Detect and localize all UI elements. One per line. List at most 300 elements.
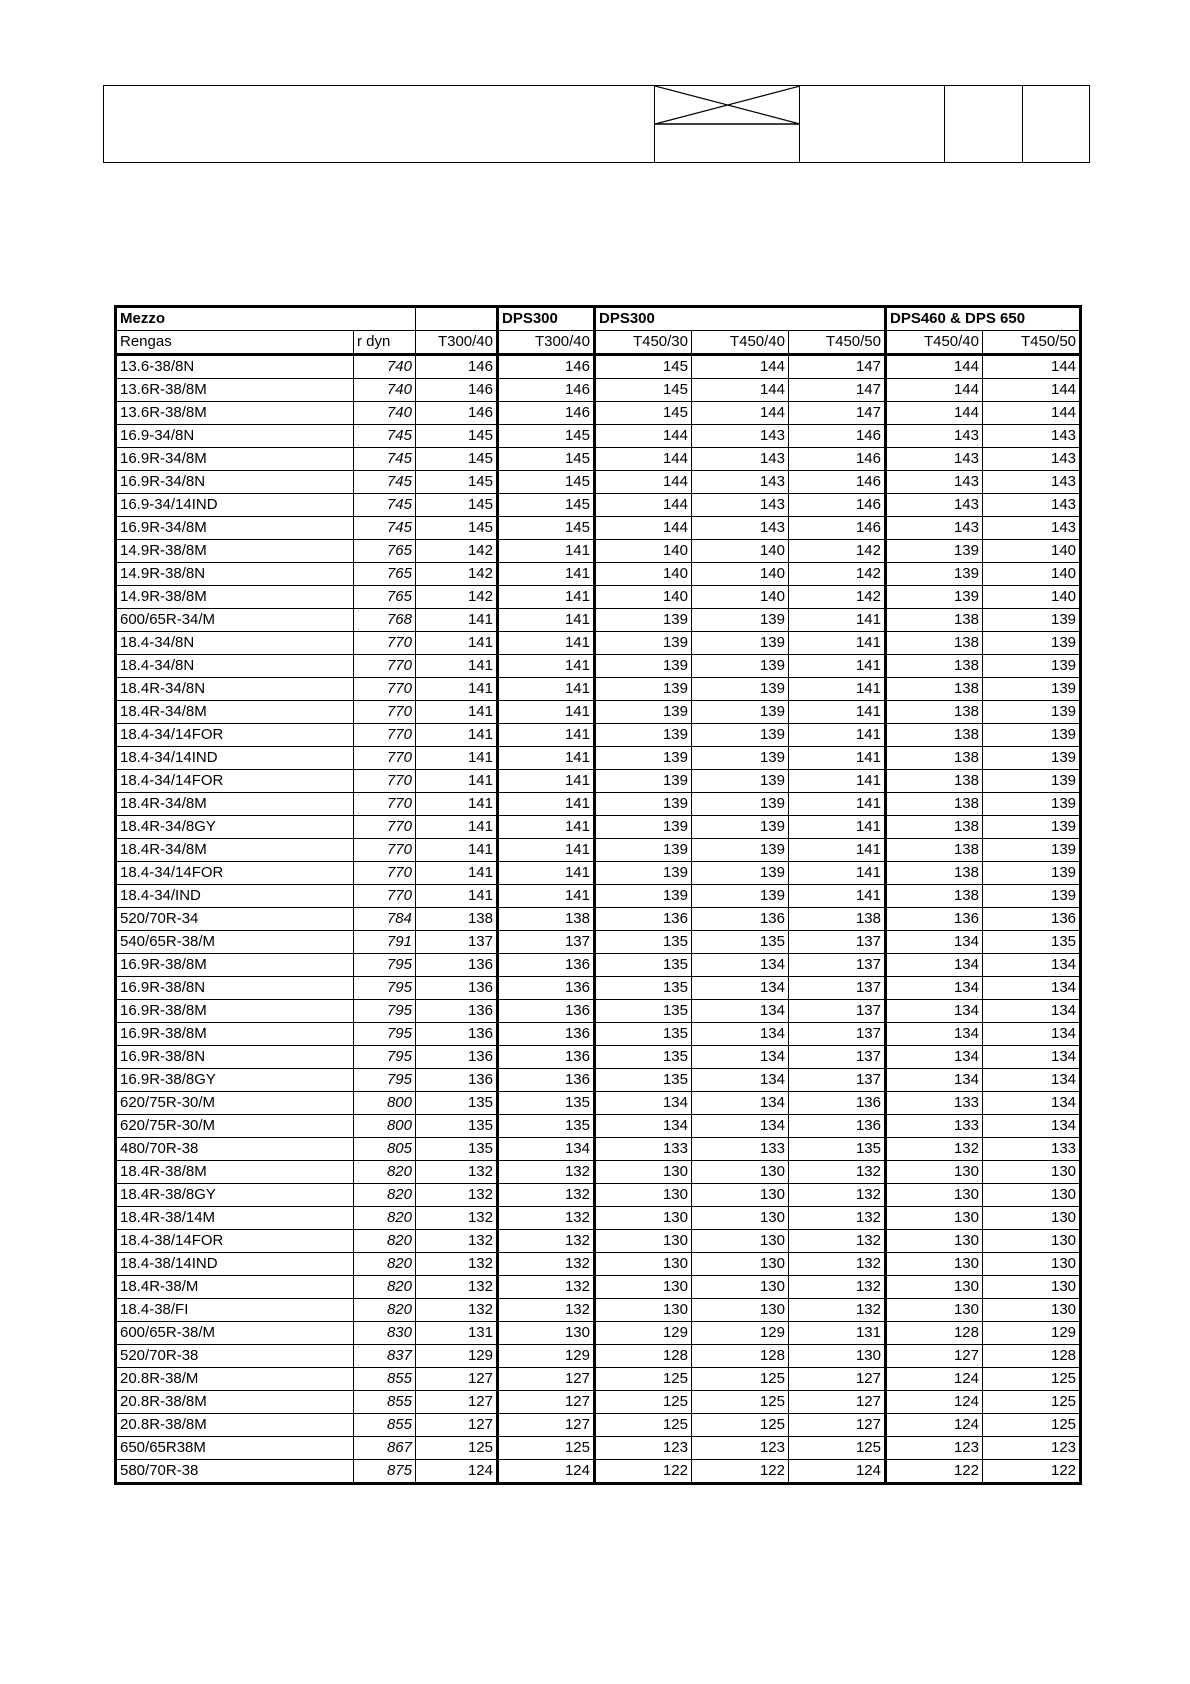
value-cell: 136 <box>498 1069 595 1092</box>
header-rdyn: r dyn <box>354 331 416 355</box>
value-cell: 134 <box>886 977 983 1000</box>
value-cell: 131 <box>789 1322 886 1345</box>
value-cell: 139 <box>983 678 1081 701</box>
value-cell: 132 <box>416 1184 498 1207</box>
value-cell: 139 <box>983 793 1081 816</box>
table-row <box>116 1253 1081 1276</box>
header-col-1: T300/40 <box>416 331 498 355</box>
value-cell: 141 <box>416 839 498 862</box>
value-cell: 138 <box>886 839 983 862</box>
table-row <box>116 1161 1081 1184</box>
value-cell: 130 <box>692 1230 789 1253</box>
value-cell: 141 <box>498 839 595 862</box>
value-cell: 146 <box>416 355 498 379</box>
value-cell: 125 <box>498 1437 595 1460</box>
tyre-size-cell: 18.4-38/14FOR <box>116 1230 354 1253</box>
value-cell: 129 <box>595 1322 692 1345</box>
value-cell: 139 <box>692 724 789 747</box>
value-cell: 139 <box>692 678 789 701</box>
value-cell: 137 <box>789 1023 886 1046</box>
rdyn-cell: 875 <box>354 1460 416 1484</box>
value-cell: 141 <box>789 609 886 632</box>
value-cell: 139 <box>595 632 692 655</box>
table-row <box>116 1230 1081 1253</box>
value-cell: 139 <box>595 793 692 816</box>
tyre-size-cell: 20.8R-38/8M <box>116 1414 354 1437</box>
tyre-size-cell: 16.9R-38/8N <box>116 977 354 1000</box>
value-cell: 144 <box>886 402 983 425</box>
value-cell: 132 <box>416 1299 498 1322</box>
value-cell: 145 <box>595 402 692 425</box>
value-cell: 125 <box>789 1437 886 1460</box>
value-cell: 124 <box>498 1460 595 1484</box>
value-cell: 141 <box>416 701 498 724</box>
value-cell: 130 <box>983 1299 1081 1322</box>
value-cell: 127 <box>498 1368 595 1391</box>
rdyn-cell: 770 <box>354 632 416 655</box>
value-cell: 139 <box>692 839 789 862</box>
value-cell: 136 <box>595 908 692 931</box>
rdyn-cell: 805 <box>354 1138 416 1161</box>
value-cell: 136 <box>886 908 983 931</box>
header-row-groups <box>116 307 1081 331</box>
value-cell: 135 <box>498 1092 595 1115</box>
rdyn-cell: 837 <box>354 1345 416 1368</box>
rdyn-cell: 768 <box>354 609 416 632</box>
tyre-size-cell: 18.4-34/14FOR <box>116 862 354 885</box>
tyre-size-cell: 520/70R-34 <box>116 908 354 931</box>
value-cell: 141 <box>416 678 498 701</box>
value-cell: 141 <box>498 678 595 701</box>
table-row <box>116 609 1081 632</box>
rdyn-cell: 770 <box>354 678 416 701</box>
value-cell: 138 <box>886 701 983 724</box>
value-cell: 140 <box>692 563 789 586</box>
value-cell: 138 <box>886 770 983 793</box>
value-cell: 145 <box>498 517 595 540</box>
value-cell: 144 <box>595 425 692 448</box>
value-cell: 125 <box>692 1368 789 1391</box>
value-cell: 139 <box>983 655 1081 678</box>
value-cell: 139 <box>983 632 1081 655</box>
value-cell: 142 <box>416 586 498 609</box>
tyre-size-cell: 580/70R-38 <box>116 1460 354 1484</box>
header-col-2: T300/40 <box>498 331 595 355</box>
value-cell: 139 <box>692 609 789 632</box>
value-cell: 144 <box>983 379 1081 402</box>
tyre-size-cell: 16.9-34/14IND <box>116 494 354 517</box>
value-cell: 138 <box>886 724 983 747</box>
table-row <box>116 793 1081 816</box>
value-cell: 136 <box>498 1000 595 1023</box>
value-cell: 139 <box>595 770 692 793</box>
tyre-size-cell: 18.4R-38/8GY <box>116 1184 354 1207</box>
value-cell: 132 <box>498 1230 595 1253</box>
tyre-size-cell: 18.4R-34/8N <box>116 678 354 701</box>
value-cell: 133 <box>886 1092 983 1115</box>
value-cell: 136 <box>416 1069 498 1092</box>
table-row <box>116 954 1081 977</box>
table-row <box>116 701 1081 724</box>
value-cell: 134 <box>886 1023 983 1046</box>
value-cell: 139 <box>983 770 1081 793</box>
value-cell: 129 <box>416 1345 498 1368</box>
tyre-size-cell: 14.9R-38/8M <box>116 586 354 609</box>
value-cell: 124 <box>886 1391 983 1414</box>
value-cell: 139 <box>983 839 1081 862</box>
value-cell: 146 <box>789 494 886 517</box>
value-cell: 134 <box>498 1138 595 1161</box>
value-cell: 132 <box>416 1161 498 1184</box>
value-cell: 130 <box>692 1276 789 1299</box>
value-cell: 135 <box>692 931 789 954</box>
value-cell: 141 <box>498 563 595 586</box>
rdyn-cell: 740 <box>354 379 416 402</box>
value-cell: 142 <box>416 563 498 586</box>
value-cell: 122 <box>886 1460 983 1484</box>
tyre-size-cell: 20.8R-38/8M <box>116 1391 354 1414</box>
value-cell: 135 <box>416 1138 498 1161</box>
value-cell: 139 <box>692 862 789 885</box>
value-cell: 143 <box>692 448 789 471</box>
value-cell: 130 <box>983 1276 1081 1299</box>
value-cell: 141 <box>498 586 595 609</box>
tyre-size-cell: 16.9R-38/8M <box>116 954 354 977</box>
value-cell: 143 <box>886 517 983 540</box>
value-cell: 146 <box>416 379 498 402</box>
value-cell: 137 <box>416 931 498 954</box>
value-cell: 141 <box>498 747 595 770</box>
value-cell: 136 <box>416 1046 498 1069</box>
table-row <box>116 1115 1081 1138</box>
value-cell: 141 <box>416 655 498 678</box>
table-row <box>116 1184 1081 1207</box>
value-cell: 128 <box>692 1345 789 1368</box>
rdyn-cell: 820 <box>354 1161 416 1184</box>
value-cell: 138 <box>886 609 983 632</box>
value-cell: 128 <box>886 1322 983 1345</box>
value-cell: 141 <box>789 816 886 839</box>
value-cell: 130 <box>692 1299 789 1322</box>
value-cell: 127 <box>789 1368 886 1391</box>
value-cell: 132 <box>498 1184 595 1207</box>
value-cell: 130 <box>886 1207 983 1230</box>
value-cell: 135 <box>595 931 692 954</box>
value-cell: 132 <box>789 1276 886 1299</box>
value-cell: 144 <box>983 355 1081 379</box>
rdyn-cell: 745 <box>354 471 416 494</box>
value-cell: 132 <box>886 1138 983 1161</box>
table-row <box>116 1023 1081 1046</box>
table-row <box>116 747 1081 770</box>
value-cell: 134 <box>595 1092 692 1115</box>
value-cell: 141 <box>416 632 498 655</box>
value-cell: 123 <box>983 1437 1081 1460</box>
value-cell: 145 <box>498 425 595 448</box>
value-cell: 141 <box>498 701 595 724</box>
value-cell: 144 <box>692 402 789 425</box>
value-cell: 143 <box>692 494 789 517</box>
value-cell: 132 <box>498 1253 595 1276</box>
value-cell: 125 <box>595 1391 692 1414</box>
value-cell: 139 <box>595 816 692 839</box>
value-cell: 132 <box>789 1253 886 1276</box>
tyre-size-cell: 13.6R-38/8M <box>116 402 354 425</box>
value-cell: 140 <box>595 586 692 609</box>
value-cell: 139 <box>983 724 1081 747</box>
value-cell: 141 <box>498 540 595 563</box>
value-cell: 140 <box>595 540 692 563</box>
value-cell: 139 <box>886 563 983 586</box>
value-cell: 138 <box>886 862 983 885</box>
value-cell: 138 <box>498 908 595 931</box>
value-cell: 143 <box>983 471 1081 494</box>
value-cell: 135 <box>789 1138 886 1161</box>
value-cell: 143 <box>983 448 1081 471</box>
rdyn-cell: 800 <box>354 1115 416 1138</box>
value-cell: 134 <box>886 1000 983 1023</box>
header-col-7: T450/50 <box>983 331 1081 355</box>
value-cell: 139 <box>983 816 1081 839</box>
tyre-size-cell: 13.6-38/8N <box>116 355 354 379</box>
value-cell: 139 <box>983 862 1081 885</box>
tyre-size-cell: 18.4R-34/8M <box>116 839 354 862</box>
rdyn-cell: 795 <box>354 954 416 977</box>
value-cell: 135 <box>983 931 1081 954</box>
value-cell: 124 <box>789 1460 886 1484</box>
value-cell: 140 <box>983 540 1081 563</box>
value-cell: 142 <box>789 540 886 563</box>
value-cell: 127 <box>886 1345 983 1368</box>
value-cell: 130 <box>692 1207 789 1230</box>
table-row <box>116 1069 1081 1092</box>
value-cell: 145 <box>498 471 595 494</box>
value-cell: 122 <box>692 1460 789 1484</box>
value-cell: 141 <box>498 862 595 885</box>
value-cell: 143 <box>692 517 789 540</box>
tyre-size-cell: 18.4R-38/14M <box>116 1207 354 1230</box>
value-cell: 135 <box>595 954 692 977</box>
value-cell: 134 <box>692 954 789 977</box>
tyre-size-cell: 16.9R-38/8M <box>116 1000 354 1023</box>
cross-mark-icon <box>655 86 800 162</box>
value-cell: 141 <box>789 655 886 678</box>
tyre-size-cell: 18.4-34/14FOR <box>116 770 354 793</box>
value-cell: 142 <box>789 563 886 586</box>
value-cell: 147 <box>789 355 886 379</box>
value-cell: 139 <box>983 885 1081 908</box>
rdyn-cell: 855 <box>354 1414 416 1437</box>
value-cell: 128 <box>595 1345 692 1368</box>
value-cell: 137 <box>789 954 886 977</box>
value-cell: 128 <box>983 1345 1081 1368</box>
rdyn-cell: 795 <box>354 1023 416 1046</box>
value-cell: 137 <box>789 931 886 954</box>
value-cell: 138 <box>416 908 498 931</box>
tyre-size-cell: 16.9R-38/8N <box>116 1046 354 1069</box>
table-row <box>116 1391 1081 1414</box>
rdyn-cell: 745 <box>354 517 416 540</box>
title-block-cell <box>1022 86 1090 162</box>
rdyn-cell: 770 <box>354 747 416 770</box>
table-row <box>116 885 1081 908</box>
table-row <box>116 724 1081 747</box>
rdyn-cell: 791 <box>354 931 416 954</box>
tyre-size-cell: 18.4-38/FI <box>116 1299 354 1322</box>
table-row <box>116 1276 1081 1299</box>
value-cell: 144 <box>692 355 789 379</box>
header-col-4: T450/40 <box>692 331 789 355</box>
value-cell: 139 <box>595 678 692 701</box>
value-cell: 143 <box>692 425 789 448</box>
title-block-crossed-cell <box>654 86 800 162</box>
table-row <box>116 655 1081 678</box>
value-cell: 125 <box>983 1414 1081 1437</box>
tyre-size-cell: 18.4-34/8N <box>116 655 354 678</box>
value-cell: 146 <box>498 402 595 425</box>
header-group-dps460: DPS460 & DPS 650 <box>886 307 1081 331</box>
value-cell: 139 <box>886 540 983 563</box>
table-row <box>116 908 1081 931</box>
tyre-size-cell: 18.4-34/14IND <box>116 747 354 770</box>
value-cell: 130 <box>595 1161 692 1184</box>
table-row <box>116 816 1081 839</box>
value-cell: 146 <box>789 471 886 494</box>
value-cell: 129 <box>498 1345 595 1368</box>
header-col-3: T450/30 <box>595 331 692 355</box>
value-cell: 143 <box>886 425 983 448</box>
value-cell: 145 <box>416 425 498 448</box>
value-cell: 146 <box>498 379 595 402</box>
value-cell: 135 <box>416 1092 498 1115</box>
value-cell: 133 <box>983 1138 1081 1161</box>
value-cell: 135 <box>595 1023 692 1046</box>
rdyn-cell: 770 <box>354 816 416 839</box>
value-cell: 137 <box>498 931 595 954</box>
value-cell: 133 <box>886 1115 983 1138</box>
rdyn-cell: 867 <box>354 1437 416 1460</box>
value-cell: 130 <box>983 1253 1081 1276</box>
value-cell: 141 <box>789 885 886 908</box>
value-cell: 125 <box>692 1391 789 1414</box>
value-cell: 145 <box>595 355 692 379</box>
table-row <box>116 448 1081 471</box>
value-cell: 138 <box>789 908 886 931</box>
header-rengas: Rengas <box>116 331 354 355</box>
value-cell: 136 <box>983 908 1081 931</box>
value-cell: 123 <box>886 1437 983 1460</box>
title-block-cell <box>944 86 1023 162</box>
value-cell: 132 <box>789 1184 886 1207</box>
value-cell: 123 <box>595 1437 692 1460</box>
value-cell: 147 <box>789 402 886 425</box>
value-cell: 130 <box>886 1184 983 1207</box>
rdyn-cell: 795 <box>354 977 416 1000</box>
value-cell: 140 <box>595 563 692 586</box>
header-group-dps300-b: DPS300 <box>595 307 886 331</box>
value-cell: 136 <box>498 1046 595 1069</box>
table-row <box>116 839 1081 862</box>
value-cell: 145 <box>595 379 692 402</box>
value-cell: 141 <box>498 816 595 839</box>
value-cell: 143 <box>983 494 1081 517</box>
value-cell: 139 <box>595 839 692 862</box>
rdyn-cell: 830 <box>354 1322 416 1345</box>
value-cell: 145 <box>416 448 498 471</box>
value-cell: 127 <box>498 1391 595 1414</box>
value-cell: 141 <box>789 747 886 770</box>
value-cell: 143 <box>886 494 983 517</box>
value-cell: 138 <box>886 816 983 839</box>
value-cell: 138 <box>886 655 983 678</box>
rdyn-cell: 820 <box>354 1276 416 1299</box>
value-cell: 139 <box>595 724 692 747</box>
value-cell: 127 <box>416 1368 498 1391</box>
value-cell: 134 <box>692 1115 789 1138</box>
value-cell: 130 <box>595 1230 692 1253</box>
value-cell: 135 <box>498 1115 595 1138</box>
value-cell: 130 <box>595 1299 692 1322</box>
rdyn-cell: 770 <box>354 724 416 747</box>
header-empty <box>416 307 498 331</box>
value-cell: 140 <box>983 586 1081 609</box>
value-cell: 141 <box>498 770 595 793</box>
value-cell: 140 <box>692 586 789 609</box>
table-row <box>116 563 1081 586</box>
value-cell: 145 <box>416 517 498 540</box>
value-cell: 139 <box>983 747 1081 770</box>
tyre-size-cell: 600/65R-34/M <box>116 609 354 632</box>
value-cell: 130 <box>692 1161 789 1184</box>
rdyn-cell: 765 <box>354 586 416 609</box>
header-mezzo: Mezzo <box>116 307 416 331</box>
tyre-size-cell: 480/70R-38 <box>116 1138 354 1161</box>
value-cell: 133 <box>595 1138 692 1161</box>
table-row <box>116 1437 1081 1460</box>
value-cell: 143 <box>983 425 1081 448</box>
value-cell: 136 <box>416 954 498 977</box>
rdyn-cell: 740 <box>354 355 416 379</box>
value-cell: 134 <box>692 1023 789 1046</box>
value-cell: 140 <box>983 563 1081 586</box>
value-cell: 136 <box>498 954 595 977</box>
rdyn-cell: 795 <box>354 1069 416 1092</box>
table-row <box>116 1000 1081 1023</box>
value-cell: 125 <box>692 1414 789 1437</box>
tyre-size-cell: 18.4R-38/8M <box>116 1161 354 1184</box>
rdyn-cell: 795 <box>354 1046 416 1069</box>
value-cell: 125 <box>416 1437 498 1460</box>
value-cell: 142 <box>416 540 498 563</box>
value-cell: 139 <box>692 632 789 655</box>
value-cell: 141 <box>498 793 595 816</box>
value-cell: 138 <box>886 885 983 908</box>
value-cell: 132 <box>416 1253 498 1276</box>
value-cell: 141 <box>789 701 886 724</box>
value-cell: 140 <box>692 540 789 563</box>
value-cell: 134 <box>983 1046 1081 1069</box>
value-cell: 130 <box>595 1253 692 1276</box>
table-row <box>116 379 1081 402</box>
value-cell: 134 <box>886 931 983 954</box>
table-row <box>116 494 1081 517</box>
value-cell: 130 <box>692 1184 789 1207</box>
value-cell: 134 <box>983 1115 1081 1138</box>
tyre-size-cell: 14.9R-38/8M <box>116 540 354 563</box>
value-cell: 127 <box>498 1414 595 1437</box>
rdyn-cell: 770 <box>354 701 416 724</box>
value-cell: 141 <box>498 632 595 655</box>
